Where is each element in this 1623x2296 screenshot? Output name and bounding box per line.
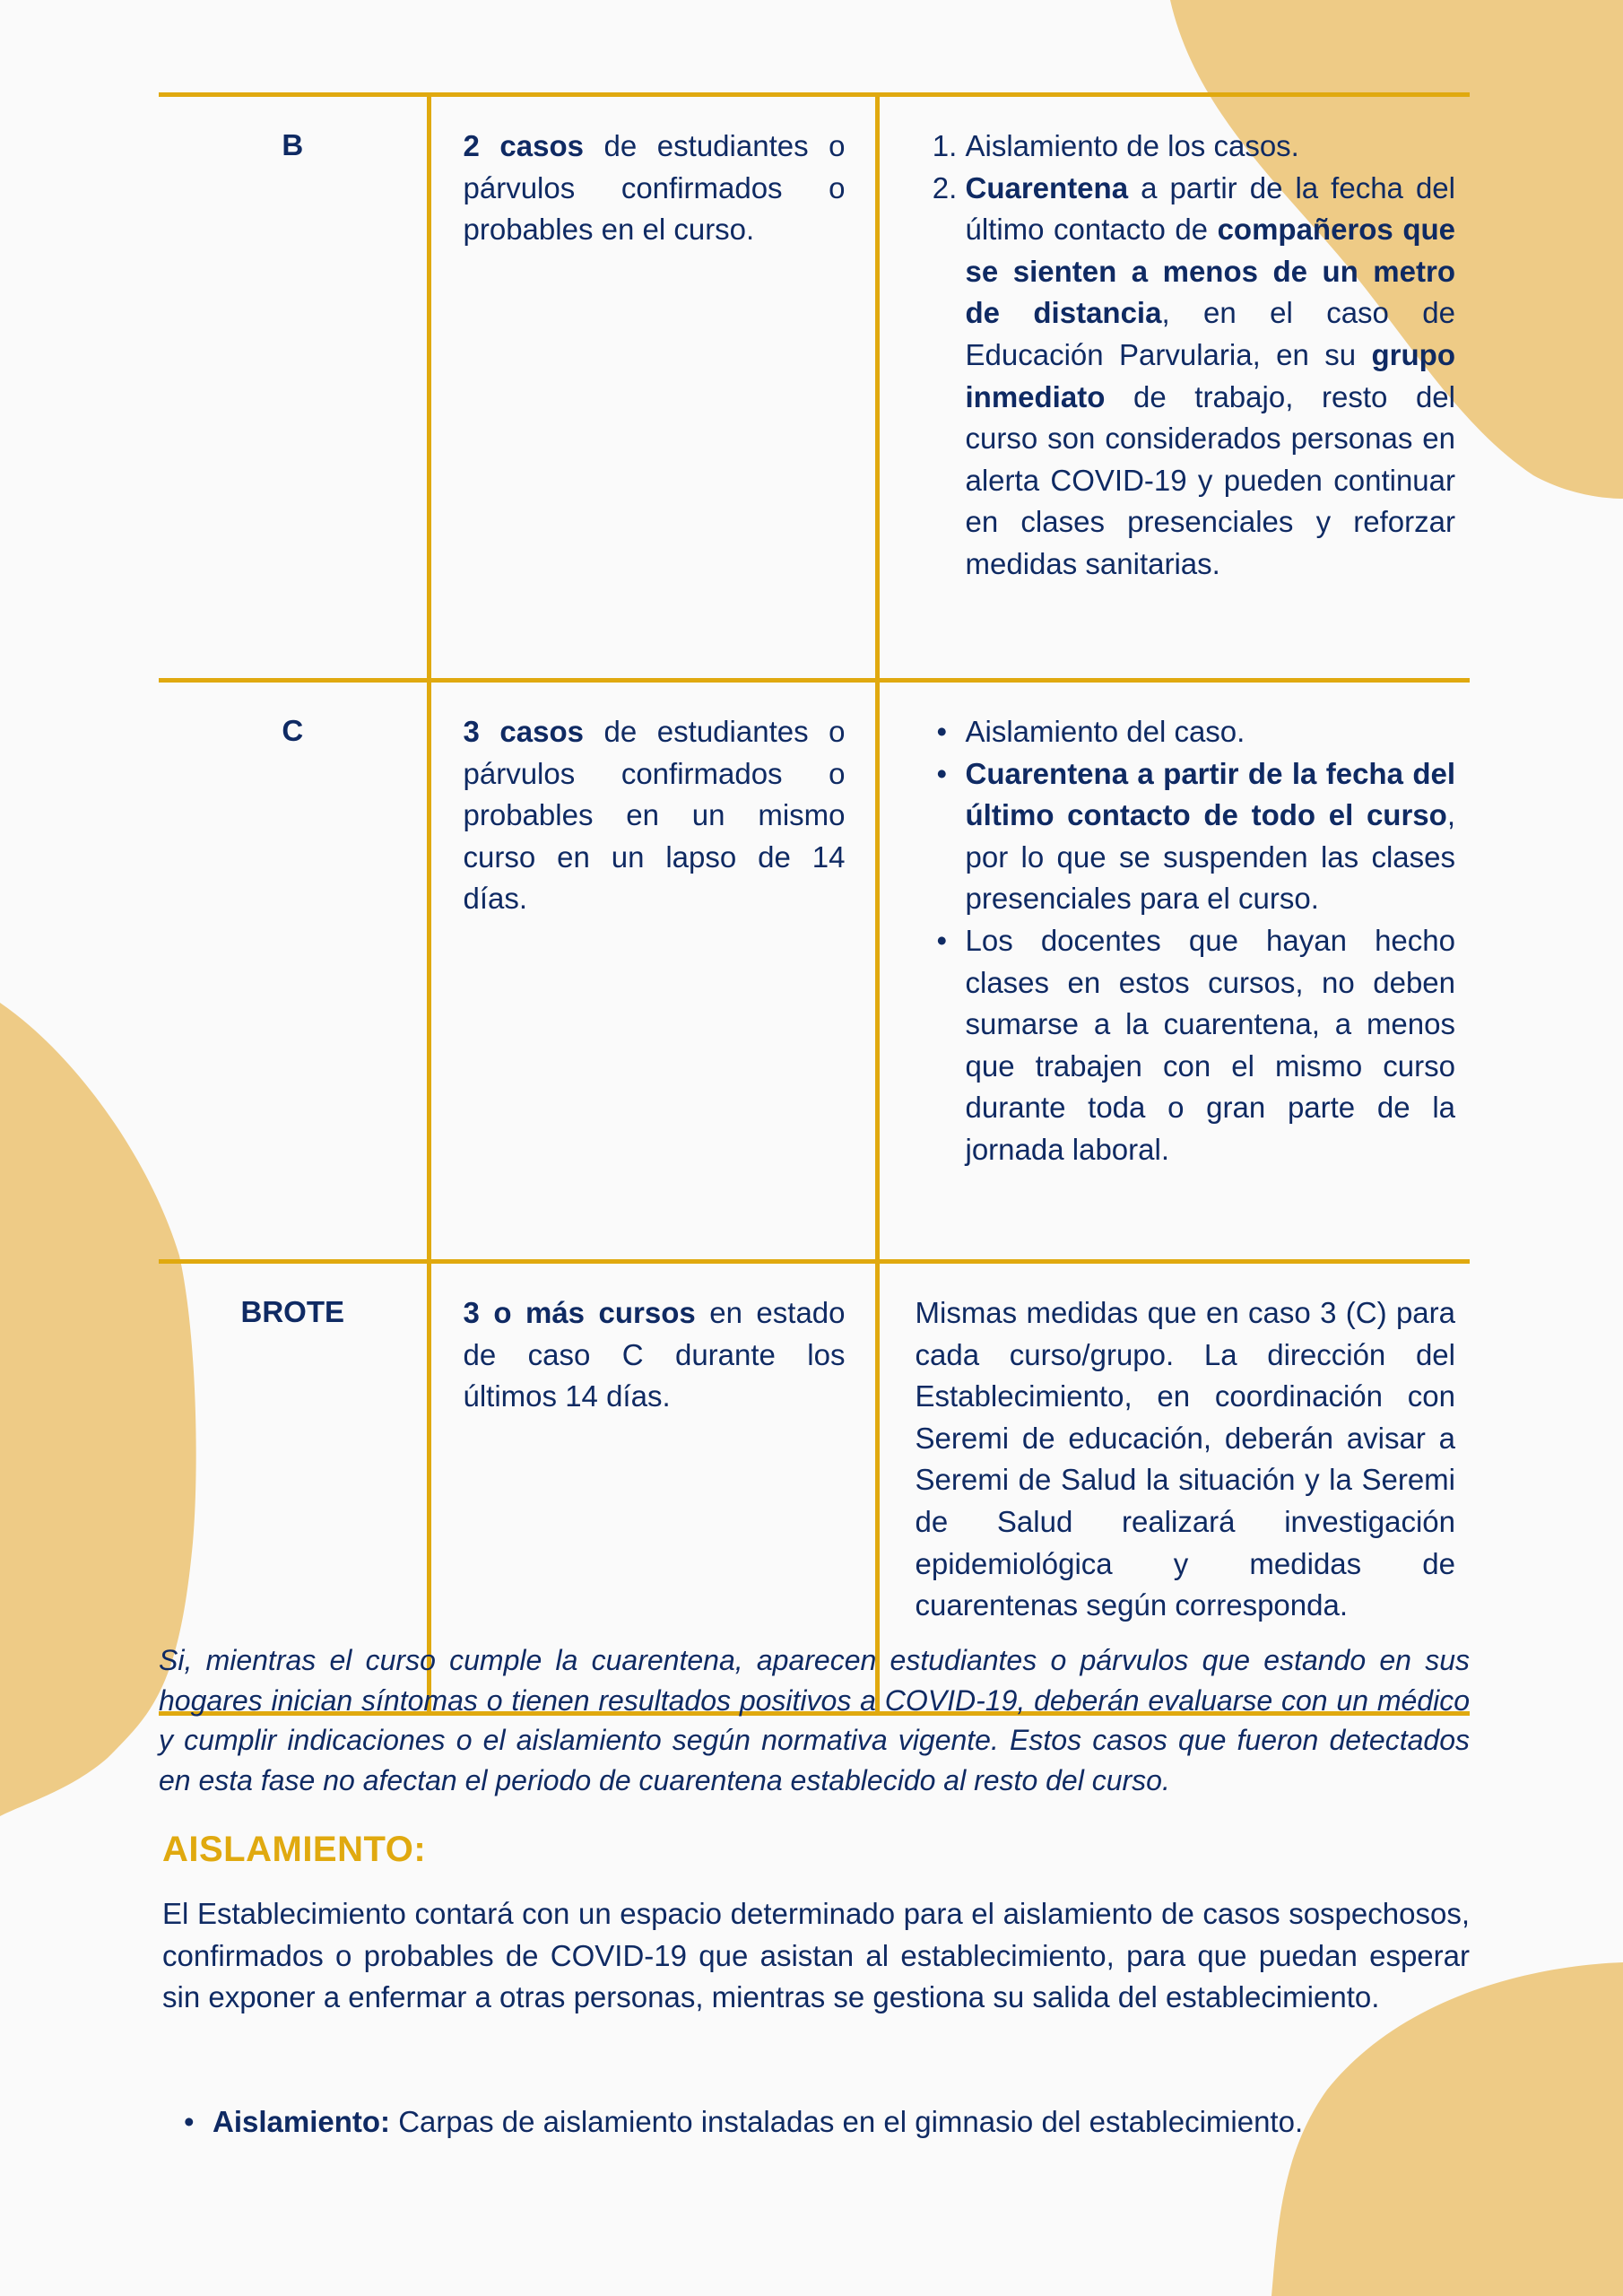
condition-emphasis: 3 o más cursos (463, 1296, 696, 1329)
condition-cell (429, 95, 877, 681)
measure-text: a partir de la fecha del último contacto de (965, 170, 1455, 247)
condition-text: de estudiantes o párvulos confirmados o probables en un mismo curso en un lapso de 14 días. (463, 715, 846, 916)
isolation-item (162, 2101, 1471, 2143)
measures-list (916, 126, 1456, 586)
measures-cell (877, 681, 1470, 1262)
measure-item (936, 920, 1456, 1171)
condition-emphasis: 3 casos (463, 715, 584, 748)
covid-protocol-table (159, 92, 1470, 1716)
measure-text: Aislamiento de los casos. (965, 129, 1299, 162)
isolation-item-text: Carpas de aislamiento instaladas en el gimnasio del establecimiento. (390, 2105, 1304, 2138)
measure-item (936, 711, 1456, 753)
bullet-icon: • (936, 756, 948, 790)
measure-text: Mismas medidas que en caso 3 (C) para cada curso/grupo. La dirección del Establecimiento, en coordinación con Seremi de educación, deberán avisar a Seremi de Salud la situación y la Seremi de Salud realizará investigación epidemiológica y medidas de cuarentenas según corresponda. (915, 1296, 1455, 1622)
measure-text: , en el caso de Educación Parvularia, en su (965, 296, 1456, 371)
measures-list (916, 711, 1456, 1171)
measure-paragraph (916, 1292, 1456, 1627)
bullet-icon: • (936, 923, 948, 957)
section-body: El Establecimiento contará con un espacio determinado para el aislamiento de casos sospechosos, confirmados o probables de COVID-19 que asistan al establecimiento, para que puedan esperar sin exponer a enfermar a otras personas, mientras se gestiona su salida del establecimiento. (162, 1897, 1470, 2014)
condition-emphasis: 2 casos (463, 129, 584, 162)
condition-text: en estado de caso C durante los últimos 14 días. (463, 1296, 846, 1413)
measure-item (966, 168, 1456, 586)
measure-text: de trabajo, resto del curso son considerados personas en alerta COVID-19 y pueden continuar en clases presenciales y reforzar medidas sanitarias. (965, 379, 1455, 580)
measure-emphasis: Cuarentena (965, 170, 1129, 204)
isolation-item-label: Aislamiento: (213, 2105, 391, 2138)
quarantine-note: Si, mientras el curso cumple la cuarentena, aparecen estudiantes o párvulos que estando en sus hogares inician síntomas o tienen resultados positivos a COVID-19, deberán evaluarse con un médico y cumplir indicaciones o el aislamiento según normativa vigente. Estos casos que fueron detectados en esta fase no afectan el periodo de cuarentena establecido al resto del curso. (159, 1644, 1470, 1796)
bullet-icon: • (936, 715, 948, 748)
case-type-cell: BROTE (159, 1262, 429, 1714)
measure-text: Aislamiento del caso. (965, 715, 1245, 748)
condition-cell (429, 681, 877, 1262)
case-type-cell: C (159, 681, 429, 1262)
measure-emphasis: grupo inmediato (965, 337, 1455, 413)
measure-item (936, 753, 1456, 920)
measure-text: , por lo que se suspenden las clases presenciales para el curso. (965, 798, 1455, 916)
bullet-icon: • (184, 2105, 195, 2138)
measure-emphasis: Cuarentena a partir de la fecha del último contacto de todo el curso (965, 756, 1455, 832)
condition-text: de estudiantes o párvulos confirmados o probables en el curso. (463, 129, 846, 247)
table-row (159, 95, 1470, 681)
measure-emphasis: compañeros que se sienten a menos de un metro de distancia (965, 213, 1455, 330)
measure-item (966, 126, 1456, 168)
case-type-cell: B (159, 95, 429, 681)
table-row (159, 681, 1470, 1262)
measures-cell (877, 95, 1470, 681)
measure-text: Los docentes que hayan hecho clases en estos cursos, no deben sumarse a la cuarentena, a menos que trabajen con el mismo curso durante toda o gran parte de la jornada laboral. (965, 923, 1455, 1166)
isolation-list (162, 2101, 1471, 2143)
section-title-aislamiento: AISLAMIENTO: (162, 1830, 427, 1869)
